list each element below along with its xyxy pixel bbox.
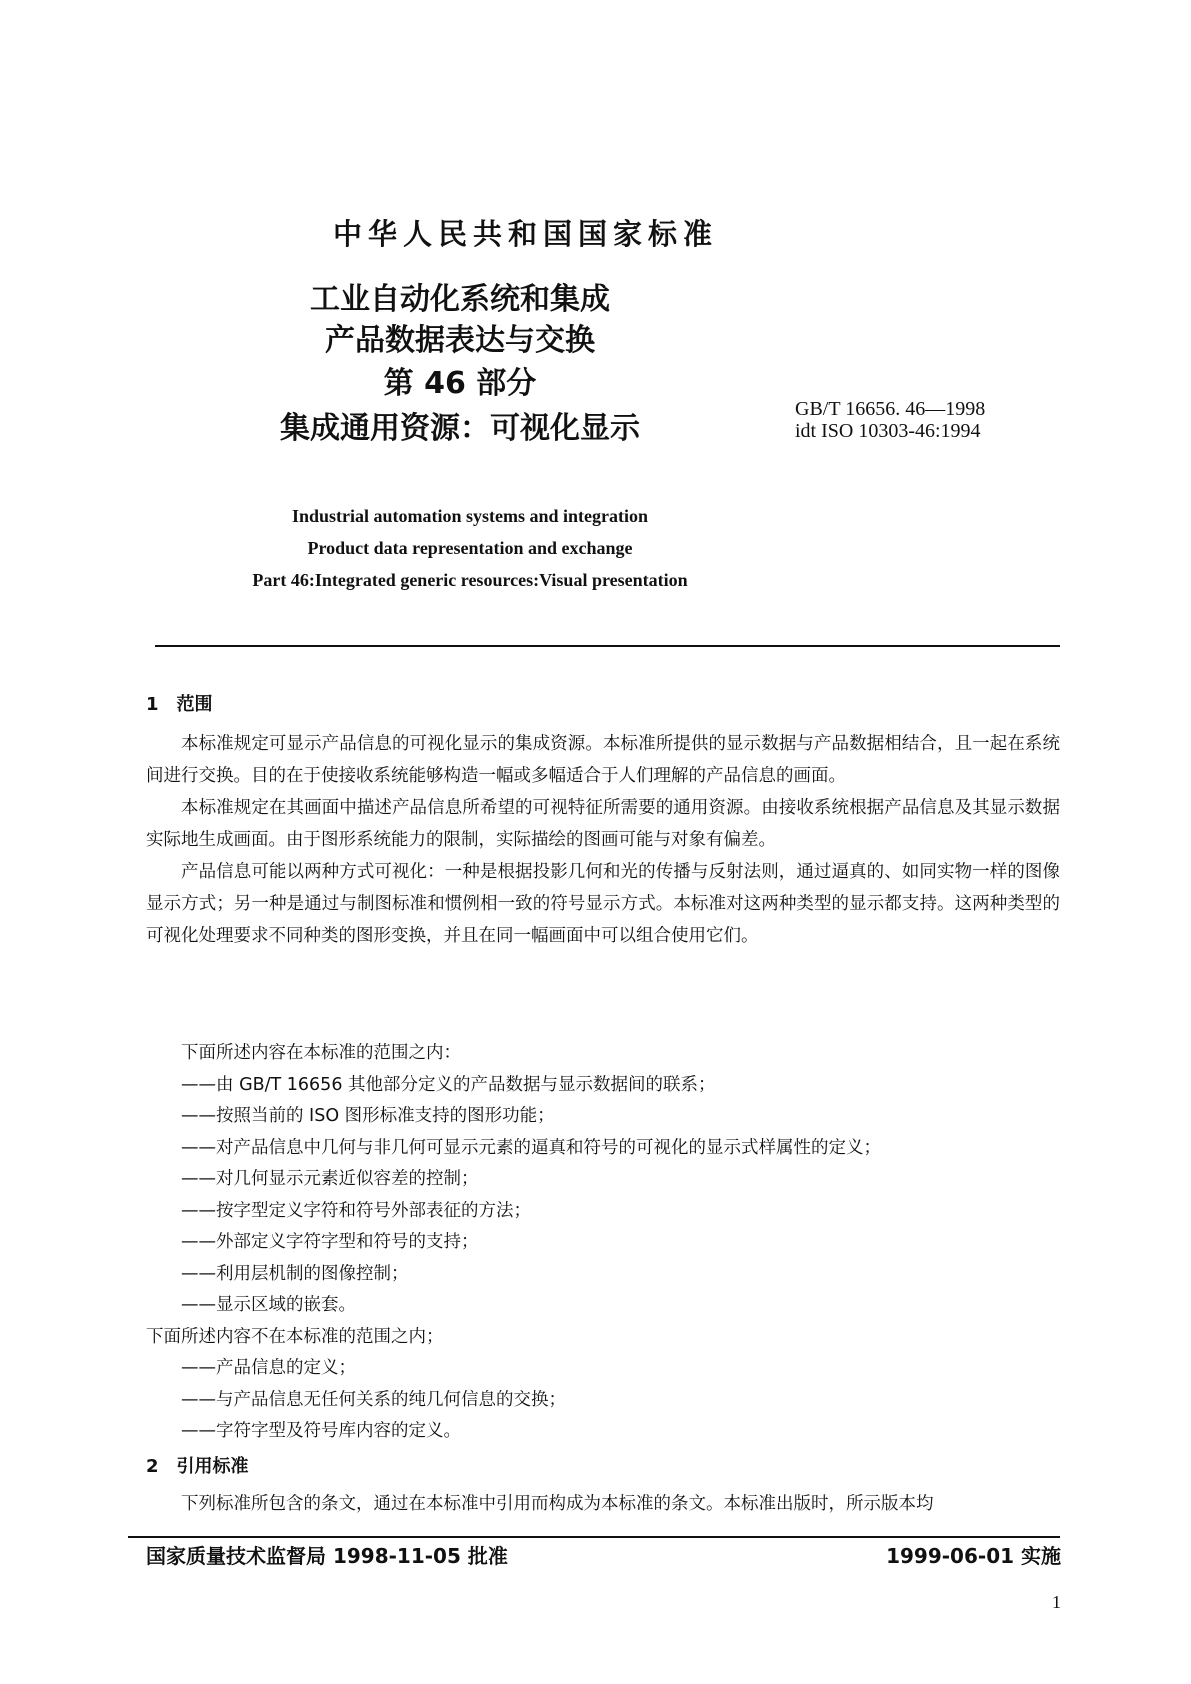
list-item: ——外部定义字符字型和符号的支持； [181, 1232, 479, 1252]
scope-lists [146, 1038, 1060, 1448]
footer-divider [128, 1536, 1060, 1538]
header-divider [155, 645, 1060, 647]
english-title-line-2: Product data representation and exchange [307, 538, 633, 558]
paragraph: 本标准规定可显示产品信息的可视化显示的集成资源。本标准所提供的显示数据与产品数据相结合，且一起在系统间进行交换。目的在于使接收系统能够构造一幅或多幅适合于人们理解的产品信息的画面。 [146, 734, 1060, 786]
out-scope-intro: 下面所述内容不在本标准的范围之内； [146, 1326, 444, 1347]
list-item: ——按照当前的 ISO 图形标准支持的图形功能； [181, 1106, 555, 1126]
english-title [180, 500, 760, 596]
approval-line: 国家质量技术监督局 1998-11-05 批准 [146, 1544, 508, 1568]
page-number: 1 [1052, 1592, 1061, 1612]
list-item: ——对几何显示元素近似容差的控制； [181, 1169, 479, 1189]
effective-date: 1999-06-01 实施 [886, 1544, 1061, 1568]
chinese-title-line-1: 工业自动化系统和集成 [310, 282, 610, 317]
paragraph: 本标准规定在其画面中描述产品信息所希望的可视特征所需要的通用资源。由接收系统根据产品信息及其显示数据实际地生成画面。由于图形系统能力的限制，实际描绘的图画可能与对象有偏差。 [146, 798, 1060, 850]
section-2-heading: 2 引用标准 [146, 1456, 249, 1477]
list-item: ——利用层机制的图像控制； [181, 1263, 409, 1284]
list-item: ——产品信息的定义； [181, 1358, 356, 1378]
list-item: ——与产品信息无任何关系的纯几何信息的交换； [181, 1389, 566, 1410]
standard-number-block [795, 398, 985, 442]
section-1-body [146, 728, 1060, 952]
list-item: ——显示区域的嵌套。 [181, 1295, 356, 1315]
paragraph: 下列标准所包含的条文，通过在本标准中引用而构成为本标准的条文。本标准出版时，所示版本均 [181, 1494, 934, 1514]
standard-number: GB/T 16656. 46—1998 [795, 398, 986, 420]
chinese-title-line-4: 集成通用资源：可视化显示 [280, 411, 640, 446]
list-item: ——对产品信息中几何与非几何可显示元素的逼真和符号的可视化的显示式样属性的定义； [181, 1137, 881, 1158]
in-scope-intro: 下面所述内容在本标准的范围之内： [181, 1043, 461, 1063]
identical-standard: idt ISO 10303-46:1994 [795, 420, 981, 442]
english-title-line-3: Part 46:Integrated generic resources:Visual presentation [252, 570, 688, 590]
section-1-heading: 1 范围 [146, 694, 213, 715]
chinese-title-line-3: 第 46 部分 [383, 366, 537, 401]
list-item: ——按字型定义字符和符号外部表征的方法； [181, 1200, 531, 1221]
section-2-body [146, 1488, 1060, 1520]
chinese-title-line-2: 产品数据表达与交换 [325, 323, 595, 358]
paragraph: 产品信息可能以两种方式可视化：一种是根据投影几何和光的传播与反射法则，通过逼真的、如同实物一样的图像显示方式；另一种是通过与制图标准和惯例相一致的符号显示方式。本标准对这两种类型的显示都支持。这两种类型的可视化处理要求不同种类的图形变换，并且在同一幅画面中可以组合使用它们。 [146, 862, 1060, 946]
list-item: ——字符字型及符号库内容的定义。 [181, 1421, 461, 1441]
english-title-line-1: Industrial automation systems and integration [291, 506, 649, 526]
list-item: ——由 GB/T 16656 其他部分定义的产品数据与显示数据间的联系； [181, 1074, 716, 1095]
national-standard-heading: 中华人民共和国国家标准 [332, 217, 718, 251]
